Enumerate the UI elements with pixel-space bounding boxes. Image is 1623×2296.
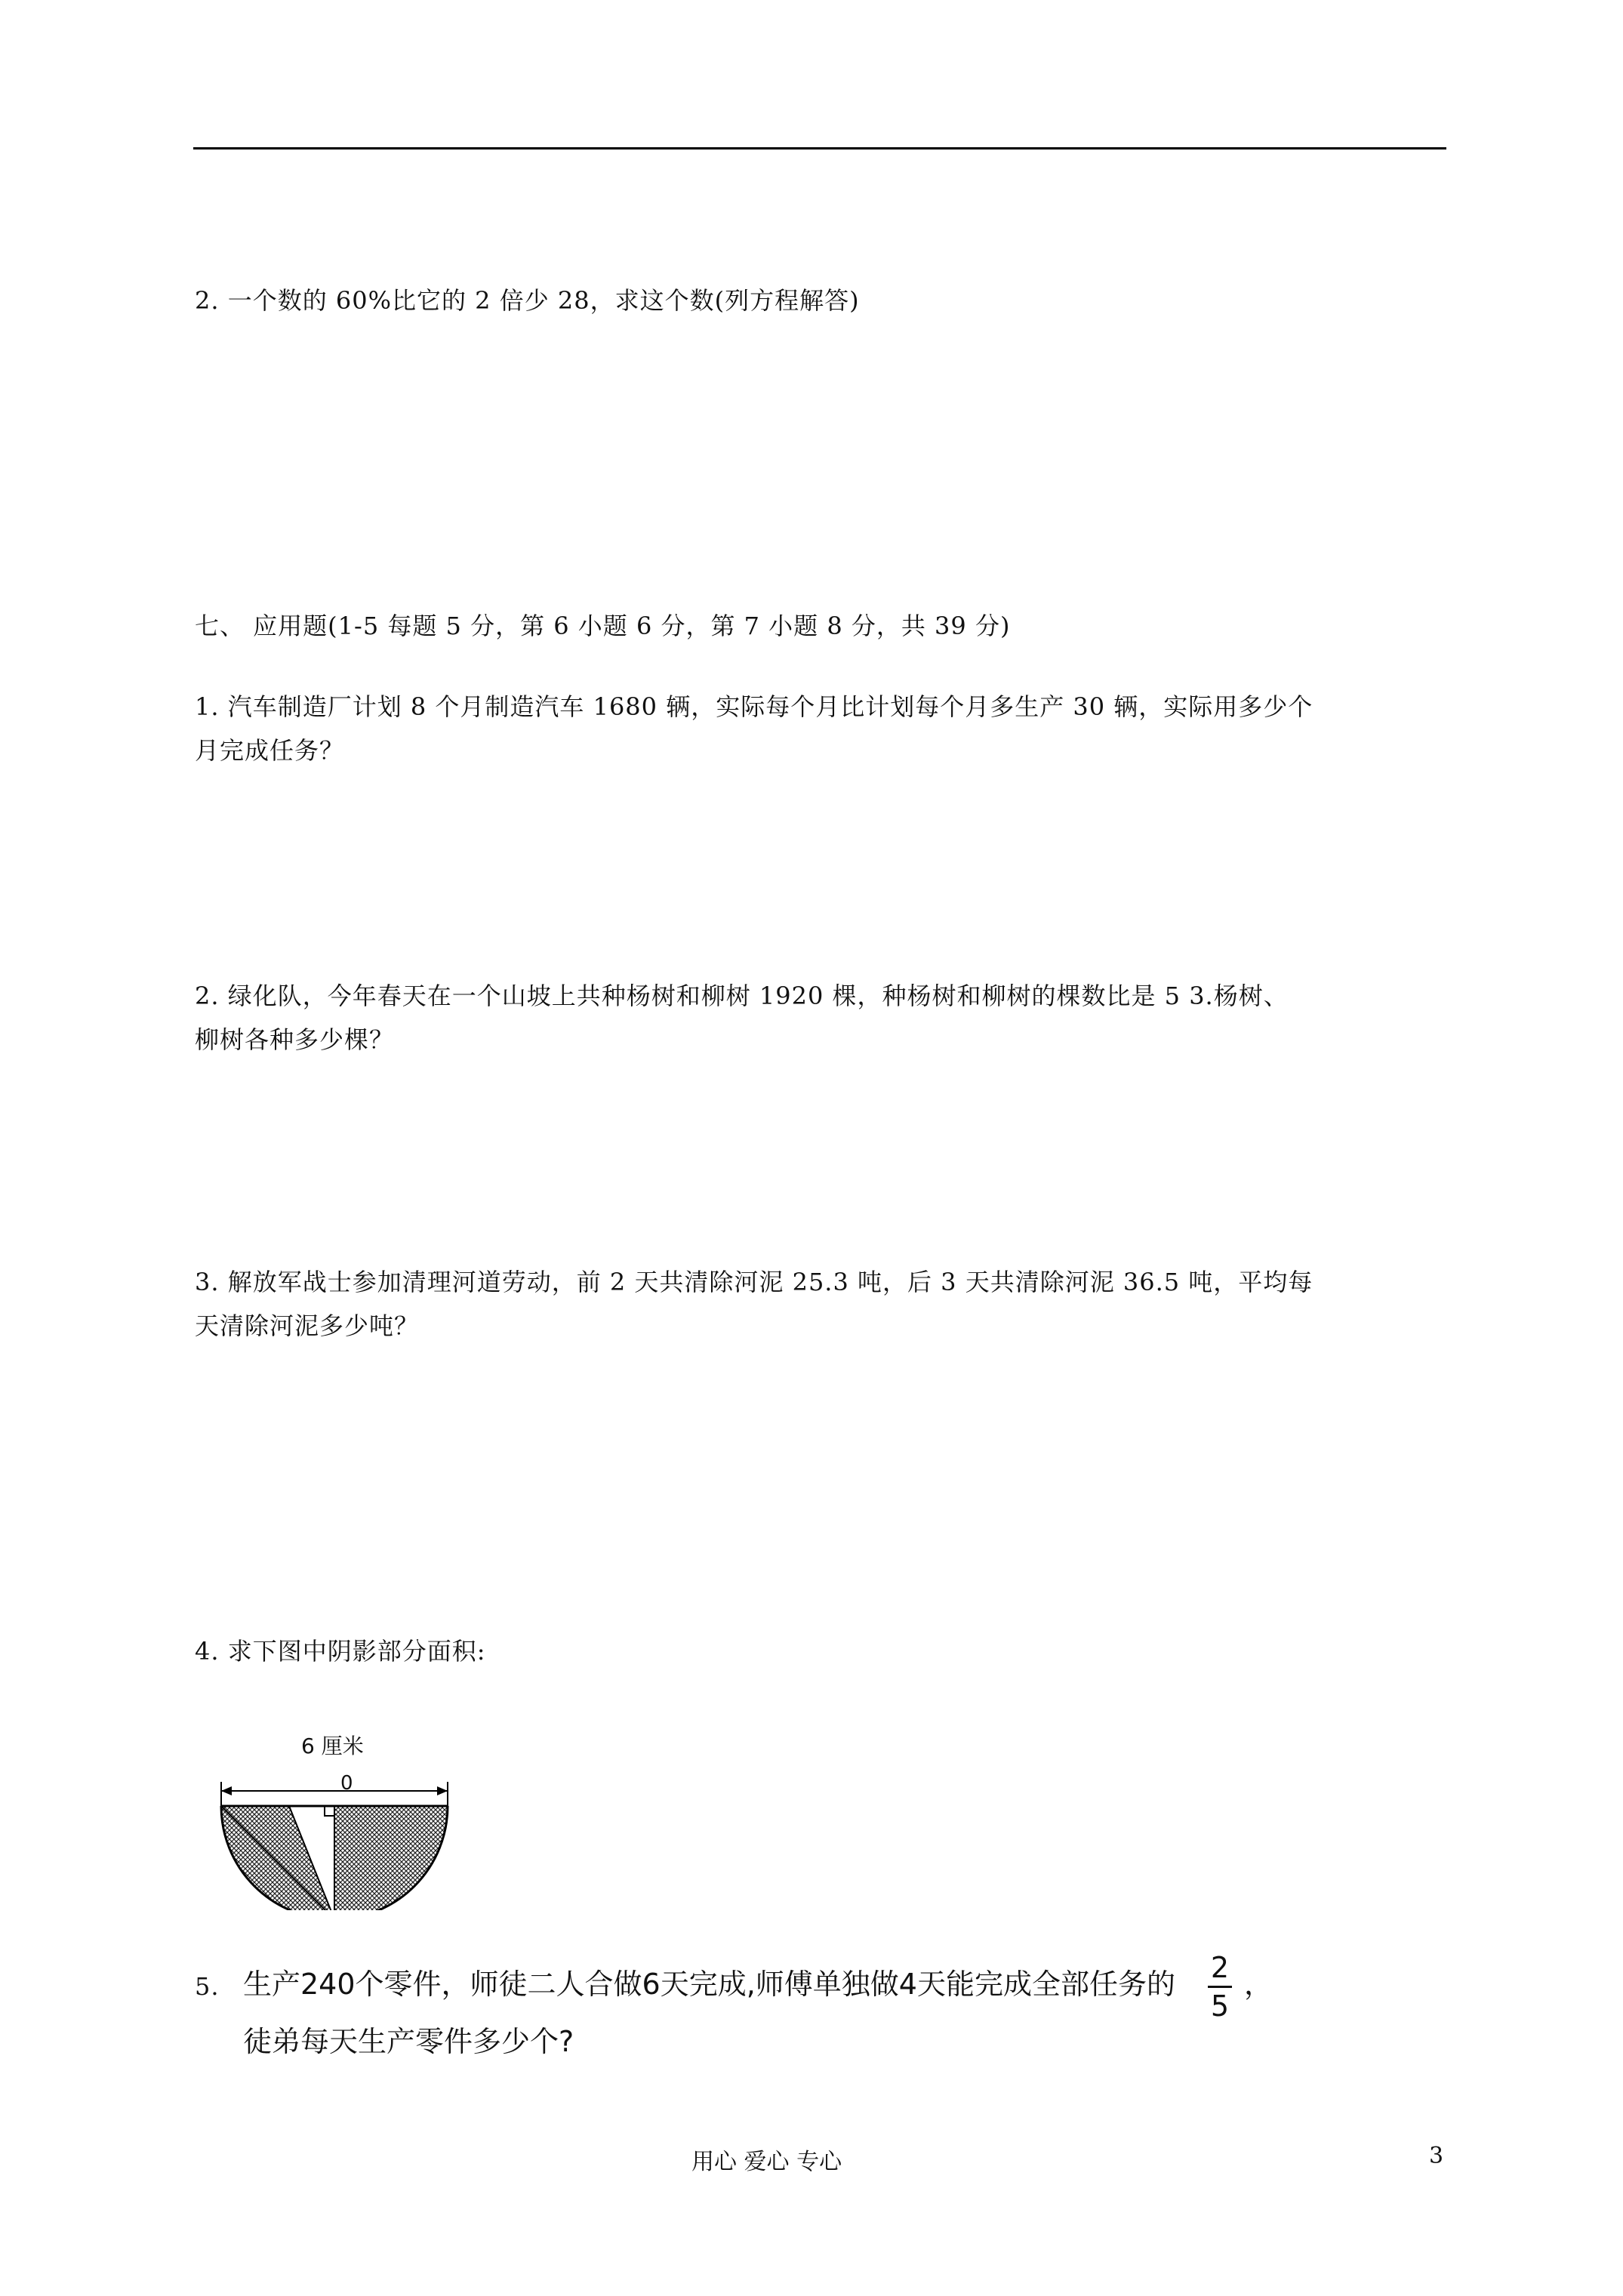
figure-center-label: 0 [340,1772,353,1795]
problem-5-comma: ， [1244,1968,1273,2001]
problem-5-number: 5. [195,1972,220,2001]
problem-2-line-1: 2. 绿化队，今年春天在一个山坡上共种杨树和柳树 1920 棵，种杨树和柳树的棵数比是 5 3.杨树、 [195,982,1289,1010]
shaded-quarter-circle [334,1806,448,1910]
problem-5-line-1: 生产240个零件，师徒二人合做6天完成,师傅单独做4天能完成全部任务的 [243,1968,1175,2001]
page-number: 3 [1429,2143,1444,2169]
problem-4-line-1: 4. 求下图中阴影部分面积: [195,1637,486,1666]
fraction-bar [1208,1986,1232,1988]
figure-width-label: 6 厘米 [298,1730,367,1760]
problem-5-line-2: 徒弟每天生产零件多少个? [243,2025,574,2058]
fraction-numerator: 2 [1210,1951,1230,1984]
section-7-heading: 七、 应用题(1-5 每题 5 分，第 6 小题 6 分，第 7 小题 8 分，共 39 分) [195,612,1011,640]
problem-1-line-2: 月完成任务？ [195,736,345,765]
question-2-equation: 2. 一个数的 60%比它的 2 倍少 28，求这个数(列方程解答) [195,286,860,315]
footer-motto: 用心 爱心 专心 [691,2149,842,2175]
shaded-left-region [221,1806,334,1910]
header-rule [193,147,1446,149]
fraction-two-fifths [1205,1951,1235,2023]
problem-2-line-2: 柳树各种多少棵？ [195,1025,395,1054]
fraction-denominator: 5 [1210,1989,1230,2023]
problem-3-line-1: 3. 解放军战士参加清理河道劳动，前 2 天共清除河泥 25.3 吨，后 3 天共清除河泥 36.5 吨，平均每 [195,1268,1313,1296]
right-angle-mark [325,1806,334,1816]
problem-3-line-2: 天清除河泥多少吨？ [195,1311,420,1340]
problem-1-line-1: 1. 汽车制造厂计划 8 个月制造汽车 1680 辆，实际每个月比计划每个月多生产 30 辆，实际用多少个 [195,692,1313,721]
